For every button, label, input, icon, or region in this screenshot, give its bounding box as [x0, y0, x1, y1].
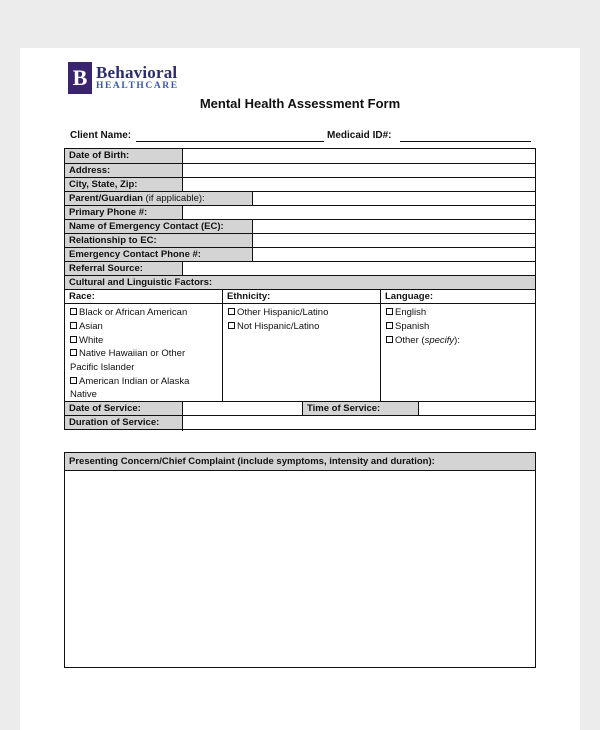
race-option-label: Black or African American	[79, 307, 188, 318]
ethnicity-option-not-hispanic[interactable]	[228, 320, 319, 334]
medicaid-id-label: Medicaid ID#:	[327, 130, 392, 141]
label-date-of-birth: Date of Birth:	[65, 149, 182, 163]
ethnicity-option-other-hispanic[interactable]	[228, 306, 328, 320]
label-referral-source: Referral Source:	[65, 262, 182, 275]
checkbox-icon[interactable]	[70, 308, 77, 315]
emergency-contact-name-field[interactable]	[253, 220, 535, 233]
race-option-white[interactable]	[70, 334, 103, 348]
logo-mark	[68, 62, 92, 94]
medicaid-id-field[interactable]	[400, 141, 531, 142]
race-option-american-indian[interactable]	[70, 375, 189, 389]
relationship-to-ec-field[interactable]	[253, 234, 535, 247]
checkbox-icon[interactable]	[228, 322, 235, 329]
language-option-label: English	[395, 307, 427, 318]
checkbox-icon[interactable]	[386, 336, 393, 343]
checkbox-icon[interactable]	[386, 322, 393, 329]
behavioral-healthcare-logo	[68, 62, 179, 94]
label-parent-guardian	[65, 192, 252, 205]
client-info-table	[64, 148, 536, 430]
race-heading: Race:	[69, 291, 95, 302]
label-duration-of-service: Duration of Service:	[65, 416, 182, 429]
language-option-spanish[interactable]	[386, 320, 429, 334]
language-other-hint: specify	[424, 335, 455, 346]
language-option-english[interactable]	[386, 306, 426, 320]
label-time-of-service: Time of Service:	[303, 402, 418, 415]
label-relationship-to-ec: Relationship to EC:	[65, 234, 252, 247]
ethnicity-option-label: Not Hispanic/Latino	[237, 321, 320, 332]
checkbox-icon[interactable]	[228, 308, 235, 315]
duration-of-service-field[interactable]	[183, 416, 535, 429]
checkbox-icon[interactable]	[70, 349, 77, 356]
primary-phone-field[interactable]	[183, 206, 535, 219]
label-address: Address:	[65, 164, 182, 177]
label-parent-guardian-suffix: (if applicable):	[142, 193, 205, 204]
race-option-asian[interactable]	[70, 320, 103, 334]
language-option-label: Other	[395, 335, 419, 346]
label-date-of-service: Date of Service:	[65, 402, 182, 415]
cultural-factors-heading: Cultural and Linguistic Factors:	[65, 276, 535, 289]
address-field[interactable]	[183, 164, 535, 177]
time-of-service-field[interactable]	[419, 402, 535, 415]
race-option-label: White	[79, 335, 104, 346]
client-name-field[interactable]	[136, 141, 324, 142]
date-of-service-field[interactable]	[183, 402, 302, 415]
label-city-state-zip: City, State, Zip:	[65, 178, 182, 191]
client-name-label: Client Name:	[70, 130, 132, 141]
race-option-label: Asian	[79, 321, 103, 332]
referral-source-field[interactable]	[183, 262, 535, 275]
checkbox-icon[interactable]	[70, 322, 77, 329]
label-parent-guardian-main: Parent/Guardian	[69, 193, 143, 204]
form-title: Mental Health Assessment Form	[199, 96, 401, 111]
checkbox-icon[interactable]	[70, 377, 77, 384]
checkbox-icon[interactable]	[70, 336, 77, 343]
language-heading: Language:	[385, 291, 434, 302]
city-state-zip-field[interactable]	[183, 178, 535, 191]
parent-guardian-field[interactable]	[253, 192, 535, 205]
logo-mark-letter: B	[72, 65, 88, 90]
language-option-other[interactable]: Other (specify):	[386, 334, 460, 348]
race-option-continuation: Pacific Islander	[70, 362, 135, 373]
logo-line-2: HEALTHCARE	[96, 81, 179, 92]
ethnicity-heading: Ethnicity:	[227, 291, 271, 302]
race-option-label: Native Hawaiian or Other	[79, 348, 186, 359]
race-option-native-hawaiian[interactable]	[70, 347, 185, 361]
date-of-birth-field[interactable]	[183, 149, 535, 163]
checkbox-icon[interactable]	[386, 308, 393, 315]
emergency-contact-phone-field[interactable]	[253, 248, 535, 261]
label-primary-phone: Primary Phone #:	[65, 206, 182, 219]
language-option-label: Spanish	[395, 321, 430, 332]
ethnicity-option-label: Other Hispanic/Latino	[237, 307, 329, 318]
logo-line-1: Behavioral	[96, 63, 178, 83]
presenting-concern-field[interactable]	[65, 471, 535, 667]
presenting-concern-heading: Presenting Concern/Chief Complaint (include symptoms, intensity and duration):	[65, 453, 535, 471]
race-option-label: American Indian or Alaska	[79, 376, 190, 387]
race-option-continuation: Native	[70, 389, 97, 400]
presenting-concern-section	[64, 452, 536, 668]
race-option-black[interactable]	[70, 306, 187, 320]
label-emergency-contact-name: Name of Emergency Contact (EC):	[65, 220, 252, 233]
label-emergency-contact-phone: Emergency Contact Phone #:	[65, 248, 252, 261]
